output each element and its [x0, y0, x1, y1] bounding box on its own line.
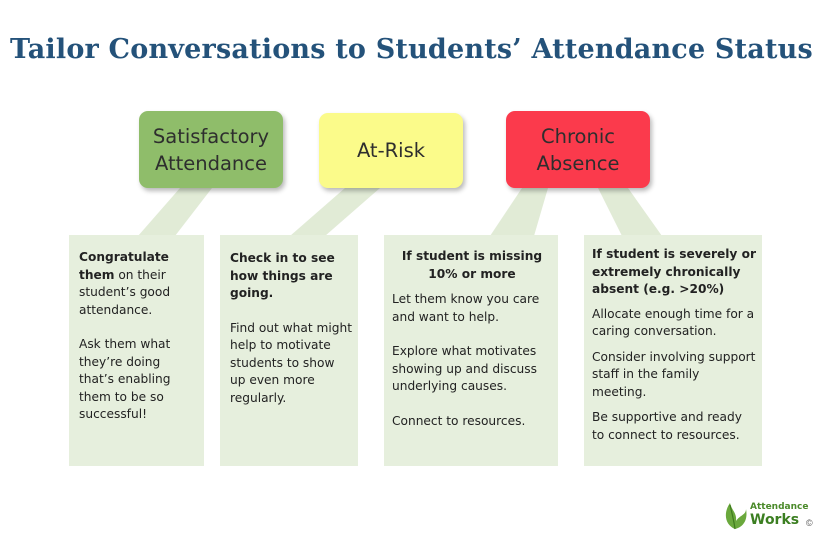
logo-line2: Works	[750, 512, 800, 528]
card-chronic-severe-item: Consider involving support staff in the family meeting.	[592, 349, 756, 399]
card-chronic-severe	[584, 235, 762, 466]
status-satisfactory-line1: Satisfactory	[152, 124, 270, 148]
status-satisfactory-line2: Attendance	[154, 151, 268, 175]
logo-line1: Attendance	[750, 502, 809, 512]
card-satisfactory-lead-bold: Congratulate them	[79, 250, 169, 282]
status-satisfactory-attendance	[139, 111, 283, 188]
card-chronic-severe-item: Allocate enough time for a caring conversation.	[592, 306, 755, 338]
card-satisfactory-lead	[79, 249, 198, 319]
connector-chronic-severe	[598, 188, 662, 236]
status-at-risk-label: At-Risk	[356, 139, 426, 162]
leaf-icon	[722, 499, 748, 531]
card-satisfactory	[69, 235, 204, 466]
status-chronic-line1: Chronic	[540, 124, 615, 148]
card-satisfactory-para2: Ask them what they’re doing that’s enabling them to be so successful!	[79, 337, 171, 421]
card-chronic-moderate-item: Connect to resources.	[392, 413, 526, 428]
copyright-mark: ©	[806, 518, 813, 528]
card-at-risk	[220, 235, 358, 466]
card-chronic-moderate-item: Let them know you care and want to help.	[392, 292, 540, 324]
page-title: Tailor Conversations to Students’ Attendance Status	[10, 34, 813, 65]
status-chronic-line2: Absence	[536, 151, 620, 175]
attendance-works-logo	[722, 498, 818, 532]
connector-chronic-moderate	[490, 188, 548, 236]
card-at-risk-lead	[230, 250, 352, 303]
card-chronic-moderate-heading: If student is missing 10% or more	[401, 249, 543, 281]
status-chronic-absence	[506, 111, 650, 188]
card-chronic-moderate-item: Explore what motivates showing up and discuss underlying causes.	[392, 344, 537, 393]
card-chronic-severe-heading: If student is severely or extremely chronically absent (e.g. >20%)	[592, 247, 757, 296]
card-at-risk-para2: Find out what might help to motivate students to show up even more regularly.	[230, 320, 352, 405]
card-chronic-severe-item: Be supportive and ready to connect to resources.	[592, 410, 742, 442]
card-satisfactory-lead-rest: on their student’s good attendance.	[79, 267, 171, 317]
status-at-risk	[319, 113, 463, 188]
card-at-risk-lead-bold: Check in to see how things are going.	[230, 251, 335, 300]
card-chronic-moderate	[384, 235, 558, 466]
connector-satisfactory	[138, 188, 212, 236]
connector-at-risk	[290, 188, 380, 236]
